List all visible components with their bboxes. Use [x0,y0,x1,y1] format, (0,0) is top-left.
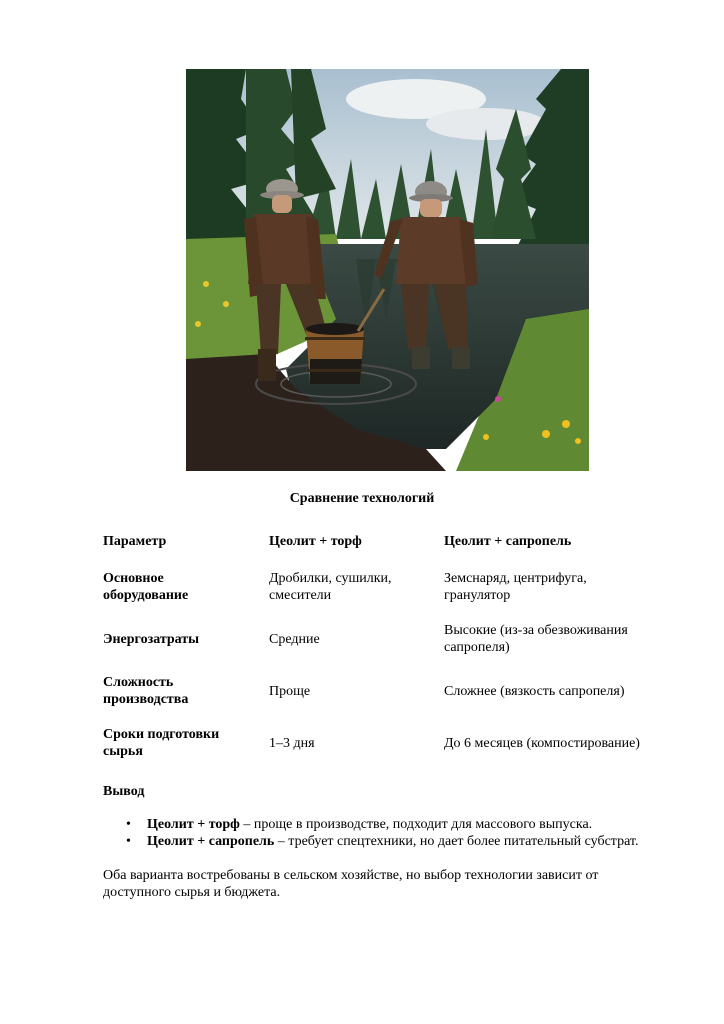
row-peat-value [269,613,444,665]
flower [223,301,229,307]
cell-line: Земснаряд, центрифуга, [444,571,587,586]
cell-line: оборудование [103,588,189,603]
row-parameter [103,665,269,717]
header-cell-zeolite-peat: Цеолит + торф [269,533,362,549]
cell-line: смесители [269,588,332,603]
flower [562,420,570,428]
list-item-term: Цеолит + сапропель [147,834,275,849]
flower [203,281,209,287]
cell-line: Средние [269,631,320,647]
row-parameter [103,717,269,769]
row-peat-value [269,717,444,769]
summary-line: Оба варианта востребованы в сельском хозяйстве, но выбор технологии зависит от [103,868,599,883]
flower [495,396,501,402]
row-peat-value [269,665,444,717]
summary-line: доступного сырья и бюджета. [103,885,281,900]
header-cell-zeolite-sapropel: Цеолит + сапропель [444,533,572,549]
cell-line: Основное [103,571,164,586]
list-item-text: – проще в производстве, подходит для массового выпуска. [239,817,593,832]
comparison-table [103,521,674,769]
flower [542,430,550,438]
cell-line: 1–3 дня [269,735,315,751]
cell-line: производства [103,692,189,707]
table-row [103,561,674,613]
cell-line: Высокие (из-за обезвоживания [444,623,628,638]
cell-line: До 6 месяцев (компостирование) [444,735,640,751]
row-parameter [103,561,269,613]
row-sapropel-value [444,561,674,613]
table-row [103,613,674,665]
list-item-text: – требует спецтехники, но дает более питательный субстрат. [274,834,639,849]
cell-line: сапропеля) [444,640,510,655]
cell-line: Проще [269,683,311,699]
row-sapropel-value [444,613,674,665]
flower [195,321,201,327]
flower [483,434,489,440]
list-item [126,816,639,833]
cell-line: гранулятор [444,588,511,603]
bucket [305,323,365,384]
list-item-term: Цеолит + торф [147,817,240,832]
table-row [103,717,674,769]
cell-line: Дробилки, сушилки, [269,571,392,586]
table-row [103,665,674,717]
conclusion-heading: Вывод [103,784,145,799]
forest-pond-photo [186,69,589,471]
row-peat-value [269,561,444,613]
row-parameter [103,613,269,665]
cell-line: Сложнее (вязкость сапропеля) [444,683,625,699]
bullet-icon: • [126,817,131,832]
cell-line: Сложность [103,675,174,690]
row-sapropel-value [444,717,674,769]
bullet-icon: • [126,834,131,849]
table-caption: Сравнение технологий [289,491,435,506]
conclusion-list [103,816,639,850]
summary-paragraph [103,867,643,901]
header-cell-parameter: Параметр [103,533,167,549]
list-item [126,833,639,850]
cell-line: сырья [103,744,143,759]
cell-line: Энергозатраты [103,631,200,647]
cell-line: Сроки подготовки [103,727,220,742]
table-header-row [103,521,674,561]
row-sapropel-value [444,665,674,717]
flower [575,438,581,444]
